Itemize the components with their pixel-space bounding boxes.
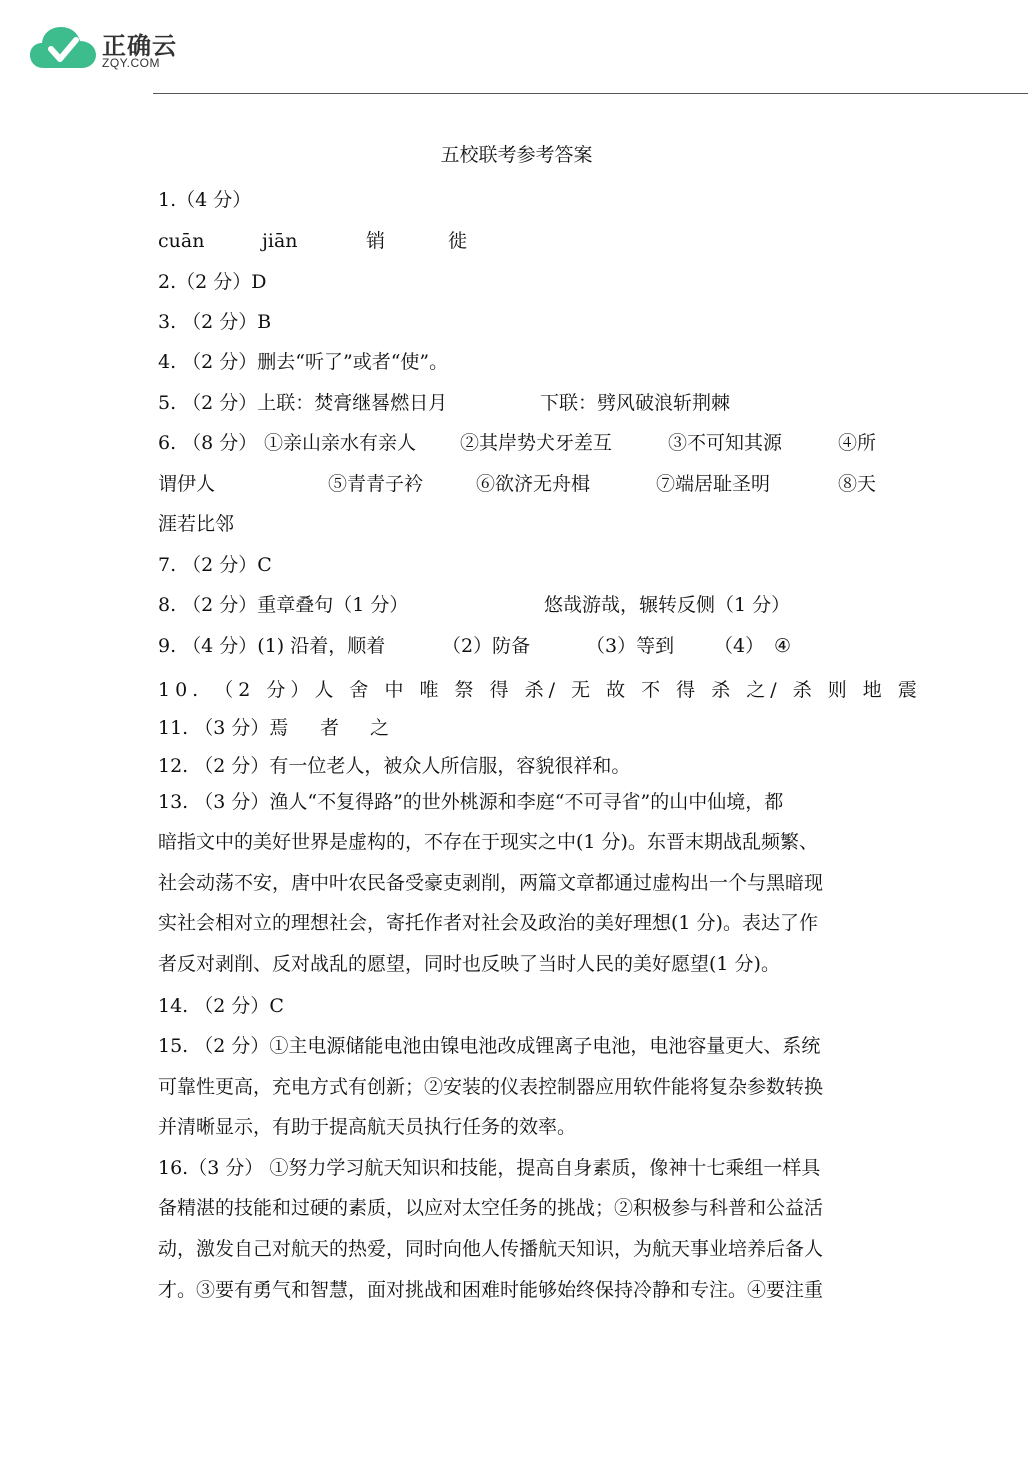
answer-11-part: 者 xyxy=(320,717,340,739)
answer-9-part: （4） xyxy=(714,635,765,657)
answer-5 xyxy=(158,389,878,417)
document-title: 五校联考参考答案 xyxy=(440,144,593,166)
answer-6-part: ②其岸势犬牙差互 xyxy=(460,432,613,454)
answer-11-part: 11. （3 分）焉 xyxy=(158,717,289,739)
answer-9-part: （2）防备 xyxy=(442,635,531,657)
answer-1-item: cuān xyxy=(158,230,205,252)
answer-13-line: 社会动荡不安，唐中叶农民备受豪吏剥削，两篇文章都通过虚构出一个与黑暗现 xyxy=(158,872,824,894)
answer-13-line: 13. （3 分）渔人“不复得路”的世外桃源和李庭“不可寻省”的山中仙境，都 xyxy=(158,791,784,813)
answer-6-part: ③不可知其源 xyxy=(668,432,783,454)
answer-8-quote: 悠哉游哉，辗转反侧（1 分） xyxy=(544,594,791,616)
answer-16-line: 动，激发自己对航天的热爱，同时向他人传播航天知识，为航天事业培养后备人 xyxy=(158,1238,824,1260)
answer-1-items xyxy=(158,227,558,255)
answer-11 xyxy=(158,714,558,742)
answer-4: 4. （2 分）删去“听了”或者“使”。 xyxy=(158,351,449,373)
answer-15-line: 可靠性更高，充电方式有创新；②安装的仪表控制器应用软件能将复杂参数转换 xyxy=(158,1076,824,1098)
answer-9-part: ④ xyxy=(774,635,792,657)
answer-6-part: 6. （8 分） xyxy=(158,432,258,454)
answer-6-part: ④所 xyxy=(838,432,877,454)
answer-13-line: 实社会相对立的理想社会，寄托作者对社会及政治的美好理想(1 分)。表达了作 xyxy=(158,912,818,934)
answer-7: 7. （2 分）C xyxy=(158,554,272,576)
cloud-check-icon xyxy=(30,24,96,72)
answer-6-line-3: 涯若比邻 xyxy=(158,513,235,535)
answer-13-line: 者反对剥削、反对战乱的愿望，同时也反映了当时人民的美好愿望(1 分)。 xyxy=(158,953,780,975)
answer-1-item: jiān xyxy=(262,230,298,252)
answer-1-item: 徙 xyxy=(448,230,468,252)
answer-6-part: 谓伊人 xyxy=(158,473,216,495)
brand-logo xyxy=(30,24,190,76)
brand-name-cn: 正确云 xyxy=(102,32,177,60)
answer-9 xyxy=(158,632,878,660)
answer-15-line: 并清晰显示，有助于提高航天员执行任务的效率。 xyxy=(158,1116,577,1138)
brand-name-en: ZQY.COM xyxy=(102,56,160,70)
answer-6-line-2 xyxy=(158,470,878,498)
answer-5-upper: 5. （2 分）上联：焚膏继晷燃日月 xyxy=(158,392,448,414)
answer-9-part: 9. （4 分）(1) 沿着，顺着 xyxy=(158,635,386,657)
answer-6-part: ⑦端居耻圣明 xyxy=(656,473,771,495)
answer-16-line: 备精湛的技能和过硬的素质，以应对太空任务的挑战；②积极参与科普和公益活 xyxy=(158,1197,824,1219)
answer-3: 3. （2 分）B xyxy=(158,311,272,333)
answer-15-line: 15. （2 分）①主电源储能电池由镍电池改成锂离子电池，电池容量更大、系统 xyxy=(158,1035,821,1057)
answer-8 xyxy=(158,591,878,619)
answer-16-line: 才。③要有勇气和智慧，面对挑战和困难时能够始终保持冷静和专注。④要注重 xyxy=(158,1279,824,1301)
answer-5-lower: 下联：劈风破浪斩荆棘 xyxy=(540,392,731,414)
answer-12: 12. （2 分）有一位老人，被众人所信服，容貌很祥和。 xyxy=(158,755,631,777)
answer-9-part: （3）等到 xyxy=(586,635,675,657)
answer-6-part: ⑤青青子衿 xyxy=(328,473,424,495)
answer-6-part: ⑥欲济无舟楫 xyxy=(476,473,591,495)
answer-1-heading: 1.（4 分） xyxy=(158,189,252,211)
answer-16-line: 16.（3 分） ①努力学习航天知识和技能，提高自身素质，像神十七乘组一样具 xyxy=(158,1157,821,1179)
answer-13-line: 暗指文中的美好世界是虚构的，不存在于现实之中(1 分)。东晋末期战乱频繁、 xyxy=(158,831,818,853)
answer-6-line-1 xyxy=(158,429,878,457)
answer-6-part: ①亲山亲水有亲人 xyxy=(264,432,417,454)
header-divider xyxy=(153,93,1028,94)
answer-2: 2.（2 分）D xyxy=(158,271,267,293)
answer-8-technique: 8. （2 分）重章叠句（1 分） xyxy=(158,594,409,616)
answer-6-part: ⑧天 xyxy=(838,473,877,495)
answer-14: 14. （2 分）C xyxy=(158,995,284,1017)
answer-1-item: 销 xyxy=(366,230,386,252)
answer-11-part: 之 xyxy=(370,717,390,739)
answer-10: 10. （2 分）人 舍 中 唯 祭 得 杀/ 无 故 不 得 杀 之/ 杀 则 地 震 xyxy=(158,679,922,701)
